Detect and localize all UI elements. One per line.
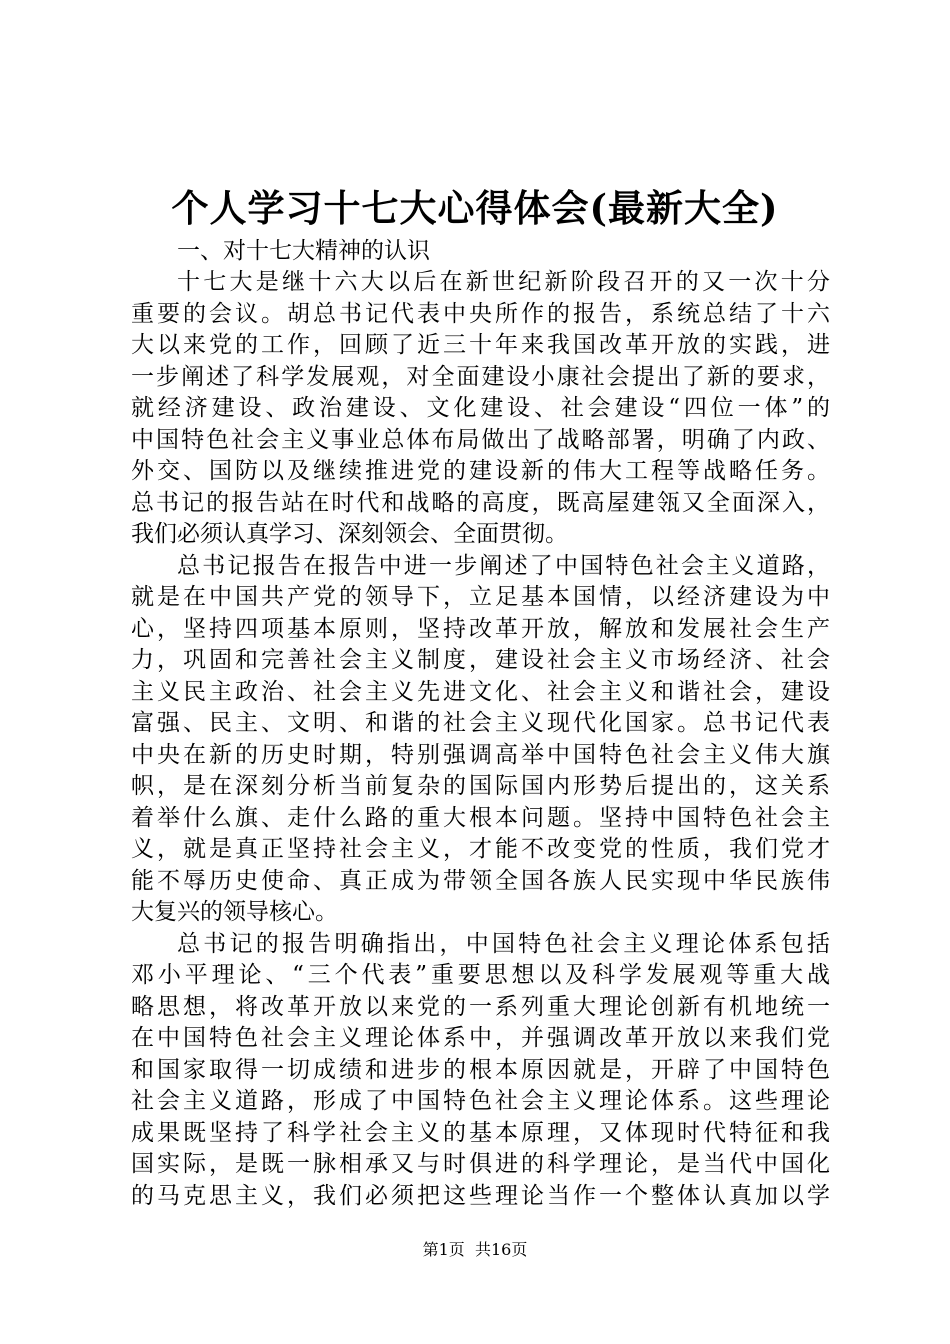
paragraph-line: 中央在新的历史时期，特别强调高举中国特色社会主义伟大旗 — [131, 741, 830, 768]
paragraph-line: 成果既坚持了科学社会主义的基本原理，又体现时代特征和我 — [131, 1119, 830, 1146]
paragraph-line: 中国特色社会主义事业总体布局做出了战略部署，明确了内政、 — [131, 426, 830, 453]
paragraph-line: 富强、民主、文明、和谐的社会主义现代化国家。总书记代表 — [131, 710, 830, 736]
paragraph-line: 着举什么旗、走什么路的重大根本问题。坚持中国特色社会主 — [131, 804, 830, 831]
paragraph-line: 大以来党的工作，回顾了近三十年来我国改革开放的实践，进 — [131, 332, 830, 358]
paragraph-line: 在中国特色社会主义理论体系中，并强调改革开放以来我们党 — [131, 1025, 830, 1051]
paragraph-line: 总书记报告在报告中进一步阐述了中国特色社会主义道路， — [177, 552, 830, 579]
paragraph-line: 主义民主政治、社会主义先进文化、社会主义和谐社会，建设 — [131, 678, 830, 705]
paragraph-line: 义，就是真正坚持社会主义，才能不改变党的性质，我们党才 — [131, 836, 830, 862]
section-heading: 一、对十七大精神的认识 — [177, 238, 430, 264]
document-title: 个人学习十七大心得体会(最新大全) — [171, 186, 779, 230]
paragraph-line: 邓小平理论、“三个代表”重要思想以及科学发展观等重大战 — [131, 962, 830, 988]
paragraph-line: 外交、国防以及继续推进党的建设新的伟大工程等战略任务。 — [131, 458, 830, 484]
paragraph-list — [131, 267, 830, 1212]
paragraph-line: 国实际，是既一脉相承又与时俱进的科学理论，是当代中国化 — [131, 1151, 830, 1177]
paragraph-line: 帜，是在深刻分析当前复杂的国际国内形势后提出的，这关系 — [131, 773, 830, 799]
paragraph-line: 就经济建设、政治建设、文化建设、社会建设“四位一体”的 — [131, 395, 830, 421]
paragraph-line: 略思想，将改革开放以来党的一系列重大理论创新有机地统一 — [131, 993, 830, 1020]
paragraph-line: 总书记的报告站在时代和战略的高度，既高屋建瓴又全面深入， — [131, 489, 830, 516]
paragraph-line: 心，坚持四项基本原则，坚持改革开放，解放和发展社会生产 — [131, 615, 830, 642]
footer-separator — [465, 1240, 475, 1259]
paragraph-line: 社会主义道路，形成了中国特色社会主义理论体系。这些理论 — [131, 1088, 830, 1114]
paragraph-line: 能不辱历史使命、真正成为带领全国各族人民实现中华民族伟 — [131, 867, 830, 894]
paragraph — [131, 551, 830, 929]
paragraph-line: 十七大是继十六大以后在新世纪新阶段召开的又一次十分 — [177, 269, 830, 295]
paragraph-line: 一步阐述了科学发展观，对全面建设小康社会提出了新的要求， — [131, 363, 830, 390]
page-footer — [0, 1240, 950, 1260]
paragraph-line: 力，巩固和完善社会主义制度，建设社会主义市场经济、社会 — [131, 647, 830, 673]
paragraph-line: 重要的会议。胡总书记代表中央所作的报告，系统总结了十六 — [131, 300, 830, 327]
document-body — [131, 236, 830, 1212]
page-total: 共16页 — [474, 1240, 528, 1259]
page-number: 第1页 — [422, 1240, 465, 1259]
paragraph-line: 和国家取得一切成绩和进步的根本原因就是，开辟了中国特色 — [131, 1056, 830, 1083]
paragraph — [131, 929, 830, 1213]
paragraph-line: 的马克思主义，我们必须把这些理论当作一个整体认真加以学 — [131, 1182, 830, 1209]
paragraph — [131, 267, 830, 551]
paragraph-line: 我们必须认真学习、深刻领会、全面贯彻。 — [131, 521, 568, 547]
paragraph-line: 就是在中国共产党的领导下，立足基本国情，以经济建设为中 — [131, 584, 830, 610]
paragraph-line: 大复兴的领导核心。 — [131, 899, 338, 925]
paragraph-line: 总书记的报告明确指出，中国特色社会主义理论体系包括 — [177, 930, 830, 957]
